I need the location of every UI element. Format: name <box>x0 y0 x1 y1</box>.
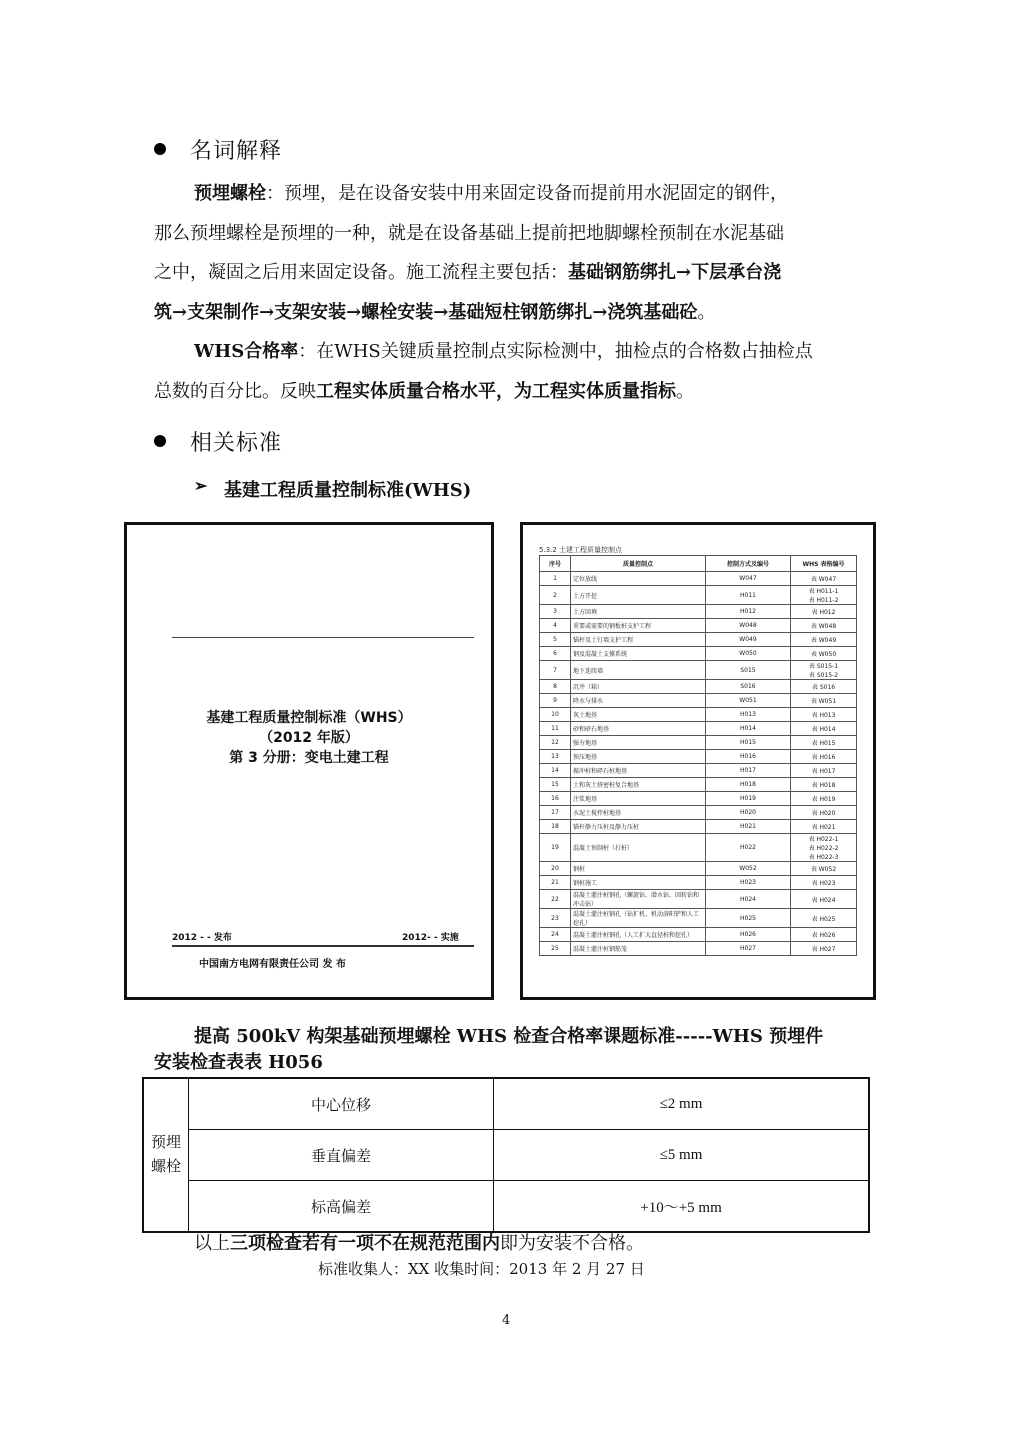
row-number: 16 <box>540 792 571 806</box>
table-row <box>540 572 857 586</box>
collector-info: 标准收集人：XX 收集时间：2013 年 2 月 27 日 <box>318 1260 645 1278</box>
control-code: H021 <box>706 820 791 834</box>
subheading-whs: 基建工程质量控制标准(WHS) <box>224 480 472 501</box>
table-row <box>540 619 857 633</box>
row-number: 14 <box>540 764 571 778</box>
control-code: H020 <box>706 806 791 820</box>
whs-form: 表 H013 <box>791 708 857 722</box>
control-point: 沉井（箱） <box>571 680 706 694</box>
table-row <box>540 820 857 834</box>
standard-table <box>142 1077 870 1233</box>
row-number: 24 <box>540 928 571 942</box>
group-label: 预埋螺栓 <box>143 1078 189 1232</box>
control-code: H017 <box>706 764 791 778</box>
control-code: H023 <box>706 876 791 890</box>
control-code: H012 <box>706 605 791 619</box>
row-number: 6 <box>540 647 571 661</box>
row-number: 23 <box>540 909 571 928</box>
table-row <box>540 778 857 792</box>
control-point: 注浆地基 <box>571 792 706 806</box>
whs-form: 表 H019 <box>791 792 857 806</box>
table-row <box>540 708 857 722</box>
cover-rule <box>172 637 474 638</box>
whs-form: 表 H018 <box>791 778 857 792</box>
table-row <box>540 806 857 820</box>
cover-title3: 第 3 分册：变电土建工程 <box>229 750 389 766</box>
control-point: 钢桩施工 <box>571 876 706 890</box>
table-row <box>540 792 857 806</box>
table-row <box>540 736 857 750</box>
table-header: 序号 <box>540 556 571 572</box>
whs-form: 表 H017 <box>791 764 857 778</box>
whs-form: 表 H024 <box>791 890 857 909</box>
row-number: 25 <box>540 942 571 956</box>
cover-implemented: 2012- - 实施 <box>402 933 459 943</box>
control-point: 锚杆及土钉墙支护工程 <box>571 633 706 647</box>
control-point: 混凝土灌注桩钢孔（钻扩机、机动洛阳铲和人工挖孔） <box>571 909 706 928</box>
conclusion-a: 以上 <box>194 1233 230 1254</box>
term-whs: WHS合格率 <box>194 341 299 362</box>
control-point: 土方回填 <box>571 605 706 619</box>
table-row <box>540 942 857 956</box>
conclusion-c: 即为安装不合格。 <box>500 1233 644 1254</box>
control-code: H016 <box>706 750 791 764</box>
arrow-bullet-icon: ➢ <box>194 476 208 495</box>
control-code: H018 <box>706 778 791 792</box>
row-number: 15 <box>540 778 571 792</box>
table-row <box>540 750 857 764</box>
standard-caption-line1: 提高 500kV 构架基础预埋螺栓 WHS 检查合格率课题标准-----WHS 预埋件 <box>194 1026 824 1047</box>
table-row <box>540 928 857 942</box>
conclusion-b: 三项检查若有一项不在规范范围内 <box>230 1233 500 1254</box>
control-point: 钢及混凝土支撑系统 <box>571 647 706 661</box>
table-header: WHS 表格编号 <box>791 556 857 572</box>
row-number: 7 <box>540 661 571 680</box>
limit-cell: ≤5 mm <box>494 1130 870 1181</box>
bullet-icon <box>154 143 166 155</box>
whs-form: 表 H021 <box>791 820 857 834</box>
control-point: 砂和砂石地基 <box>571 722 706 736</box>
control-code: W052 <box>706 862 791 876</box>
whs-form: 表 H015 <box>791 736 857 750</box>
cover-company: 中国南方电网有限责任公司 发 布 <box>199 959 346 970</box>
whs-form: 表 H011-1 表 H011-2 <box>791 586 857 605</box>
control-point: 预压地基 <box>571 750 706 764</box>
table-row <box>143 1181 869 1233</box>
control-code: H027 <box>706 942 791 956</box>
control-point: 土方开挖 <box>571 586 706 605</box>
control-code: H019 <box>706 792 791 806</box>
control-code: H024 <box>706 890 791 909</box>
row-number: 2 <box>540 586 571 605</box>
table-row <box>540 694 857 708</box>
row-number: 3 <box>540 605 571 619</box>
item-cell: 垂直偏差 <box>189 1130 494 1181</box>
whs-line2b: 工程实体质量合格水平，为工程实体质量指标 <box>316 380 676 402</box>
whs-form: 表 S016 <box>791 680 857 694</box>
control-code: S016 <box>706 680 791 694</box>
cover-title1: 基建工程质量控制标准（WHS） <box>206 710 412 726</box>
cover-published: 2012 - - 发布 <box>172 933 232 943</box>
row-number: 17 <box>540 806 571 820</box>
control-code: H014 <box>706 722 791 736</box>
table-row <box>143 1130 869 1181</box>
table-row <box>540 834 857 862</box>
standard-cover-image <box>124 522 494 1000</box>
control-code: W050 <box>706 647 791 661</box>
section-heading-terms: 名词解释 <box>190 139 283 164</box>
control-points-table <box>539 555 857 956</box>
table-row <box>540 633 857 647</box>
bolt-line4-end: 。 <box>697 301 716 323</box>
row-number: 20 <box>540 862 571 876</box>
row-number: 21 <box>540 876 571 890</box>
table-row <box>540 647 857 661</box>
whs-form: 表 W049 <box>791 633 857 647</box>
whs-form: 表 H014 <box>791 722 857 736</box>
bolt-definition <box>154 174 874 411</box>
whs-form: 表 H026 <box>791 928 857 942</box>
control-point: 锚杆静力压桩及静力压桩 <box>571 820 706 834</box>
control-point: 混凝土灌注桩钢孔（螺旋钻、潜水钻、回转钻和冲击钻） <box>571 890 706 909</box>
limit-cell: +10～+5 mm <box>494 1181 870 1233</box>
control-code: H015 <box>706 736 791 750</box>
table-row <box>540 764 857 778</box>
control-code: W051 <box>706 694 791 708</box>
row-number: 8 <box>540 680 571 694</box>
control-point: 强夯地基 <box>571 736 706 750</box>
control-point: 土和灰土挤密桩复合地基 <box>571 778 706 792</box>
table-row <box>540 722 857 736</box>
row-number: 10 <box>540 708 571 722</box>
whs-form: 表 W047 <box>791 572 857 586</box>
row-number: 5 <box>540 633 571 647</box>
control-code: H026 <box>706 928 791 942</box>
whs-form: 表 H023 <box>791 876 857 890</box>
conclusion <box>194 1229 644 1255</box>
whs-form: 表 H027 <box>791 942 857 956</box>
row-number: 9 <box>540 694 571 708</box>
whs-form: 表 H025 <box>791 909 857 928</box>
table-row <box>540 876 857 890</box>
control-code: W048 <box>706 619 791 633</box>
control-point: 重要或需要的钢板桩支护工程 <box>571 619 706 633</box>
item-cell: 中心位移 <box>189 1078 494 1130</box>
whs-line1: ：在WHS关键质量控制点实际检测中，抽检点的合格数占抽检点 <box>298 341 813 362</box>
standard-caption-line2: 安装检查表表 H056 <box>154 1052 323 1073</box>
whs-form: 表 H022-1 表 H022-2 表 H022-3 <box>791 834 857 862</box>
whs-form: 表 H016 <box>791 750 857 764</box>
page-number: 4 <box>502 1313 511 1328</box>
control-code: W047 <box>706 572 791 586</box>
bolt-line1: ：预埋，是在设备安装中用来固定设备而提前用水泥固定的钢件， <box>266 183 788 204</box>
whs-form: 表 W050 <box>791 647 857 661</box>
control-point: 地下连续墙 <box>571 661 706 680</box>
item-cell: 标高偏差 <box>189 1181 494 1233</box>
row-number: 11 <box>540 722 571 736</box>
bolt-line4: 筑→支架制作→支架安装→螺栓安装→基础短柱钢筋绑扎→浇筑基础砼 <box>154 301 698 323</box>
whs-form: 表 S015-1 表 S015-2 <box>791 661 857 680</box>
row-number: 1 <box>540 572 571 586</box>
term-bolt: 预埋螺栓 <box>194 183 266 204</box>
control-point: 水泥土搅拌桩地基 <box>571 806 706 820</box>
table-row <box>540 890 857 909</box>
row-number: 22 <box>540 890 571 909</box>
control-code: W049 <box>706 633 791 647</box>
cover-bottom-rule <box>172 945 474 947</box>
control-point: 定位放线 <box>571 572 706 586</box>
bolt-line3b: 基础钢筋绑扎→下层承台浇 <box>568 262 782 283</box>
row-number: 18 <box>540 820 571 834</box>
row-number: 12 <box>540 736 571 750</box>
table-row <box>540 605 857 619</box>
row-number: 13 <box>540 750 571 764</box>
table-row <box>540 661 857 680</box>
control-code: S015 <box>706 661 791 680</box>
table-row <box>143 1078 869 1130</box>
control-point: 降水与排水 <box>571 694 706 708</box>
control-point: 灰土地基 <box>571 708 706 722</box>
bullet-icon <box>154 435 166 447</box>
whs-line2c: 。 <box>676 380 694 402</box>
whs-line2a: 总数的百分比。反映 <box>154 380 316 402</box>
whs-form: 表 W052 <box>791 862 857 876</box>
control-point: 混凝土预制桩（打桩） <box>571 834 706 862</box>
control-code: H013 <box>706 708 791 722</box>
limit-cell: ≤2 mm <box>494 1078 870 1130</box>
whs-form: 表 W051 <box>791 694 857 708</box>
table-header: 质量控制点 <box>571 556 706 572</box>
whs-form: 表 W048 <box>791 619 857 633</box>
control-code: H025 <box>706 909 791 928</box>
standard-caption <box>154 1024 874 1076</box>
whs-form: 表 H012 <box>791 605 857 619</box>
table-row <box>540 586 857 605</box>
table-row <box>540 680 857 694</box>
control-code: H011 <box>706 586 791 605</box>
table-header: 控制方式及编号 <box>706 556 791 572</box>
cover-title2: （2012 年版） <box>259 730 359 746</box>
table-caption: 5.3.2 土建工程质量控制点 <box>539 546 623 554</box>
control-point: 振冲桩和碎石桩地基 <box>571 764 706 778</box>
row-number: 19 <box>540 834 571 862</box>
bolt-line2: 那么预埋螺栓是预埋的一种，就是在设备基础上提前把地脚螺栓预制在水泥基础 <box>154 222 784 244</box>
control-point: 混凝土灌注桩钢筋笼 <box>571 942 706 956</box>
whs-form: 表 H020 <box>791 806 857 820</box>
table-body <box>540 572 857 956</box>
table-row <box>540 909 857 928</box>
control-points-table-image <box>520 522 876 1000</box>
control-code: H022 <box>706 834 791 862</box>
control-point: 混凝土灌注桩钢孔（人工扩大直径桩和挖孔） <box>571 928 706 942</box>
row-number: 4 <box>540 619 571 633</box>
control-point: 钢桩 <box>571 862 706 876</box>
bolt-line3a: 之中，凝固之后用来固定设备。施工流程主要包括： <box>154 262 568 283</box>
table-row <box>540 862 857 876</box>
section-heading-standards: 相关标准 <box>190 431 283 456</box>
